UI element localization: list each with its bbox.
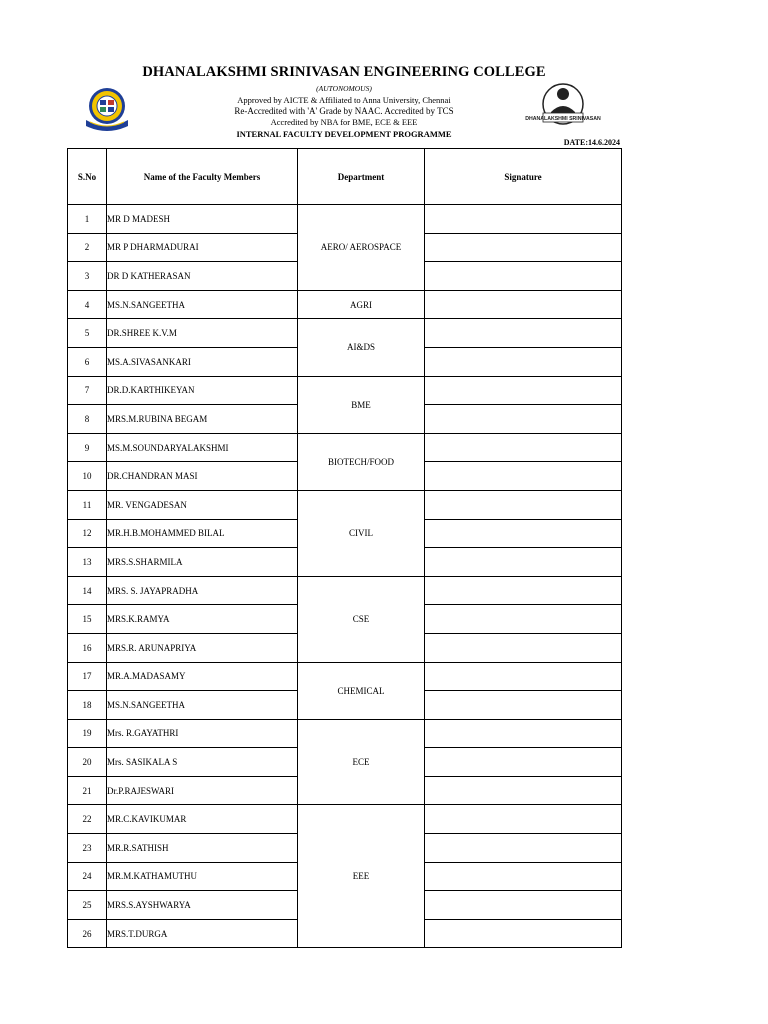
faculty-name-cell: MR.M.KATHAMUTHU [107, 862, 298, 891]
table-row [68, 376, 622, 405]
signature-cell[interactable] [425, 548, 622, 577]
document-date: DATE:14.6.2024 [563, 138, 620, 147]
signature-cell[interactable] [425, 376, 622, 405]
faculty-name-cell: Mrs. R.GAYATHRI [107, 719, 298, 748]
autonomous-label: (AUTONOMOUS) [316, 84, 372, 93]
signature-cell[interactable] [425, 662, 622, 691]
signature-cell[interactable] [425, 490, 622, 519]
serial-number-cell: 1 [68, 205, 107, 234]
signature-cell[interactable] [425, 433, 622, 462]
header-signature: Signature [425, 149, 622, 205]
serial-number-cell: 16 [68, 633, 107, 662]
founder-emblem-logo [525, 82, 601, 132]
department-cell: AERO/ AEROSPACE [298, 205, 425, 291]
department-cell: CHEMICAL [298, 662, 425, 719]
serial-number-cell: 18 [68, 691, 107, 720]
serial-number-cell: 26 [68, 919, 107, 948]
department-cell: BME [298, 376, 425, 433]
signature-cell[interactable] [425, 748, 622, 777]
department-cell: CIVIL [298, 490, 425, 576]
serial-number-cell: 13 [68, 548, 107, 577]
faculty-name-cell: DR D KATHERASAN [107, 262, 298, 291]
serial-number-cell: 4 [68, 290, 107, 319]
table-header-row [68, 149, 622, 205]
serial-number-cell: 15 [68, 605, 107, 634]
signature-cell[interactable] [425, 347, 622, 376]
faculty-name-cell: MS.M.SOUNDARYALAKSHMI [107, 433, 298, 462]
department-cell: AI&DS [298, 319, 425, 376]
signature-cell[interactable] [425, 691, 622, 720]
signature-cell[interactable] [425, 319, 622, 348]
faculty-name-cell: DR.D.KARTHIKEYAN [107, 376, 298, 405]
table-row [68, 319, 622, 348]
signature-cell[interactable] [425, 805, 622, 834]
table-row [68, 805, 622, 834]
faculty-name-cell: MS.N.SANGEETHA [107, 691, 298, 720]
department-cell: ECE [298, 719, 425, 805]
signature-cell[interactable] [425, 405, 622, 434]
signature-cell[interactable] [425, 891, 622, 920]
faculty-name-cell: MS.N.SANGEETHA [107, 290, 298, 319]
faculty-name-cell: MRS.M.RUBINA BEGAM [107, 405, 298, 434]
serial-number-cell: 24 [68, 862, 107, 891]
table-row [68, 290, 622, 319]
header-department: Department [298, 149, 425, 205]
faculty-name-cell: MS.A.SIVASANKARI [107, 347, 298, 376]
department-cell: AGRI [298, 290, 425, 319]
faculty-name-cell: MRS. S. JAYAPRADHA [107, 576, 298, 605]
serial-number-cell: 25 [68, 891, 107, 920]
signature-cell[interactable] [425, 290, 622, 319]
approval-line: Approved by AICTE & Affiliated to Anna University, Chennai [237, 95, 451, 105]
serial-number-cell: 7 [68, 376, 107, 405]
header-name: Name of the Faculty Members [107, 149, 298, 205]
nba-line: Accredited by NBA for BME, ECE & EEE [270, 117, 418, 127]
faculty-name-cell: MRS.K.RAMYA [107, 605, 298, 634]
serial-number-cell: 5 [68, 319, 107, 348]
programme-title: INTERNAL FACULTY DEVELOPMENT PROGRAMME [236, 129, 452, 139]
serial-number-cell: 14 [68, 576, 107, 605]
serial-number-cell: 21 [68, 776, 107, 805]
signature-cell[interactable] [425, 233, 622, 262]
faculty-name-cell: MRS.S.AYSHWARYA [107, 891, 298, 920]
table-row [68, 490, 622, 519]
serial-number-cell: 11 [68, 490, 107, 519]
department-cell: CSE [298, 576, 425, 662]
faculty-name-cell: MR D MADESH [107, 205, 298, 234]
faculty-name-cell: DR.CHANDRAN MASI [107, 462, 298, 491]
faculty-attendance-table [67, 148, 622, 948]
signature-cell[interactable] [425, 862, 622, 891]
faculty-name-cell: MR.A.MADASAMY [107, 662, 298, 691]
signature-cell[interactable] [425, 919, 622, 948]
college-emblem-logo [82, 86, 132, 132]
serial-number-cell: 12 [68, 519, 107, 548]
faculty-name-cell: MRS.R. ARUNAPRIYA [107, 633, 298, 662]
serial-number-cell: 19 [68, 719, 107, 748]
serial-number-cell: 8 [68, 405, 107, 434]
serial-number-cell: 2 [68, 233, 107, 262]
faculty-name-cell: MR. VENGADESAN [107, 490, 298, 519]
signature-cell[interactable] [425, 205, 622, 234]
serial-number-cell: 9 [68, 433, 107, 462]
signature-cell[interactable] [425, 776, 622, 805]
signature-cell[interactable] [425, 719, 622, 748]
signature-cell[interactable] [425, 462, 622, 491]
table-row [68, 205, 622, 234]
faculty-name-cell: MR.R.SATHISH [107, 834, 298, 863]
department-cell: EEE [298, 805, 425, 948]
serial-number-cell: 23 [68, 834, 107, 863]
faculty-name-cell: Mrs. SASIKALA S [107, 748, 298, 777]
founder-logo-text: DHANALAKSHMI SRINIVASAN [525, 116, 601, 122]
faculty-name-cell: MR P DHARMADURAI [107, 233, 298, 262]
serial-number-cell: 17 [68, 662, 107, 691]
faculty-name-cell: MRS.S.SHARMILA [107, 548, 298, 577]
table-row [68, 719, 622, 748]
serial-number-cell: 6 [68, 347, 107, 376]
table-body [68, 205, 622, 948]
signature-cell[interactable] [425, 834, 622, 863]
header-sno: S.No [68, 149, 107, 205]
signature-cell[interactable] [425, 519, 622, 548]
faculty-name-cell: Dr.P.RAJESWARI [107, 776, 298, 805]
serial-number-cell: 20 [68, 748, 107, 777]
serial-number-cell: 22 [68, 805, 107, 834]
faculty-name-cell: MR.H.B.MOHAMMED BILAL [107, 519, 298, 548]
faculty-name-cell: MR.C.KAVIKUMAR [107, 805, 298, 834]
serial-number-cell: 3 [68, 262, 107, 291]
signature-cell[interactable] [425, 605, 622, 634]
college-name: DHANALAKSHMI SRINIVASAN ENGINEERING COLLEGE [142, 64, 546, 80]
signature-cell[interactable] [425, 633, 622, 662]
naac-line: Re-Accredited with 'A' Grade by NAAC. Accredited by TCS [234, 106, 454, 116]
serial-number-cell: 10 [68, 462, 107, 491]
signature-cell[interactable] [425, 576, 622, 605]
department-cell: BIOTECH/FOOD [298, 433, 425, 490]
table-row [68, 433, 622, 462]
faculty-name-cell: DR.SHREE K.V.M [107, 319, 298, 348]
table-row [68, 576, 622, 605]
faculty-name-cell: MRS.T.DURGA [107, 919, 298, 948]
signature-cell[interactable] [425, 262, 622, 291]
table-row [68, 662, 622, 691]
